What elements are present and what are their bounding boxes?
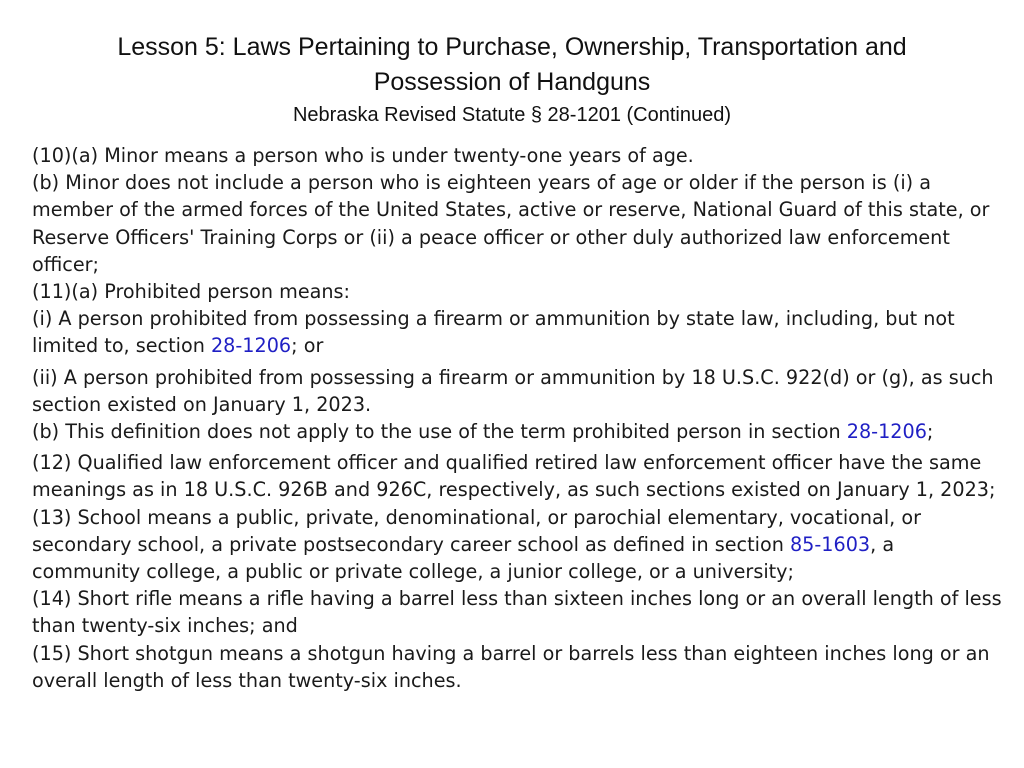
- paragraph-11a: (11)(a) Prohibited person means:: [32, 280, 351, 304]
- statute-text: [32, 142, 1007, 694]
- paragraph-10a: (10)(a) Minor means a person who is under twenty-one years of age.: [32, 144, 694, 167]
- paragraph-15: (15) Short shotgun means a shotgun having a barrel or barrels less than eighteen inches long or an overall length of less than twenty-six inches.: [32, 641, 990, 692]
- paragraph-14: (14) Short rifle means a rifle having a barrel less than sixteen inches long or an overall length of less than twenty-six inches; and: [32, 587, 1002, 638]
- slide-subtitle: Nebraska Revised Statute § 28-1201 (Continued): [292, 104, 732, 126]
- section-28-1206-link-2[interactable]: 28-1206: [846, 420, 927, 444]
- paragraph-10b: (b) Minor does not include a person who is eighteen years of age or older if the person is (i) a member of the armed forces of the United States, active or reserve, National Guard of this state, or Reserve Officers' Training Corps or (ii) a peace officer or other duly authorized law enforcement officer;: [32, 171, 990, 276]
- slide-title: Lesson 5: Laws Pertaining to Purchase, Ownership, Transportation and Possession of Handguns: [117, 33, 907, 96]
- section-85-1603-link[interactable]: 85-1603: [789, 532, 871, 556]
- paragraph-11b-tail: ;: [926, 420, 934, 444]
- paragraph-11i-tail: ; or: [291, 334, 324, 358]
- paragraph-11i-text: (i) A person prohibited from possessing a firearm or ammunition by state law, including, but not limited to, section: [32, 307, 955, 358]
- paragraph-13-tail: , a community college, a public or private college, a junior college, or a university;: [32, 532, 895, 584]
- paragraph-13-text: (13) School means a public, private, denominational, or parochial elementary, vocational, or secondary school, a private postsecondary career school as defined in section: [32, 505, 921, 556]
- paragraph-13: [32, 504, 1007, 586]
- section-28-1206-link[interactable]: 28-1206: [210, 334, 292, 358]
- paragraph-12: (12) Qualified law enforcement officer and qualified retired law enforcement officer have the same meanings as in 18 U.S.C. 926B and 926C, respectively, as such sections existed on January 1, 2023;: [32, 451, 996, 502]
- paragraph-11b-text: (b) This definition does not apply to the use of the term prohibited person in section: [32, 420, 847, 444]
- paragraph-11ii: (ii) A person prohibited from possessing a firearm or ammunition by 18 U.S.C. 922(d) or (g), as such section existed on January 1, 2023.: [32, 365, 994, 416]
- paragraph-11i: [32, 305, 1007, 359]
- paragraph-11b: [32, 418, 1007, 445]
